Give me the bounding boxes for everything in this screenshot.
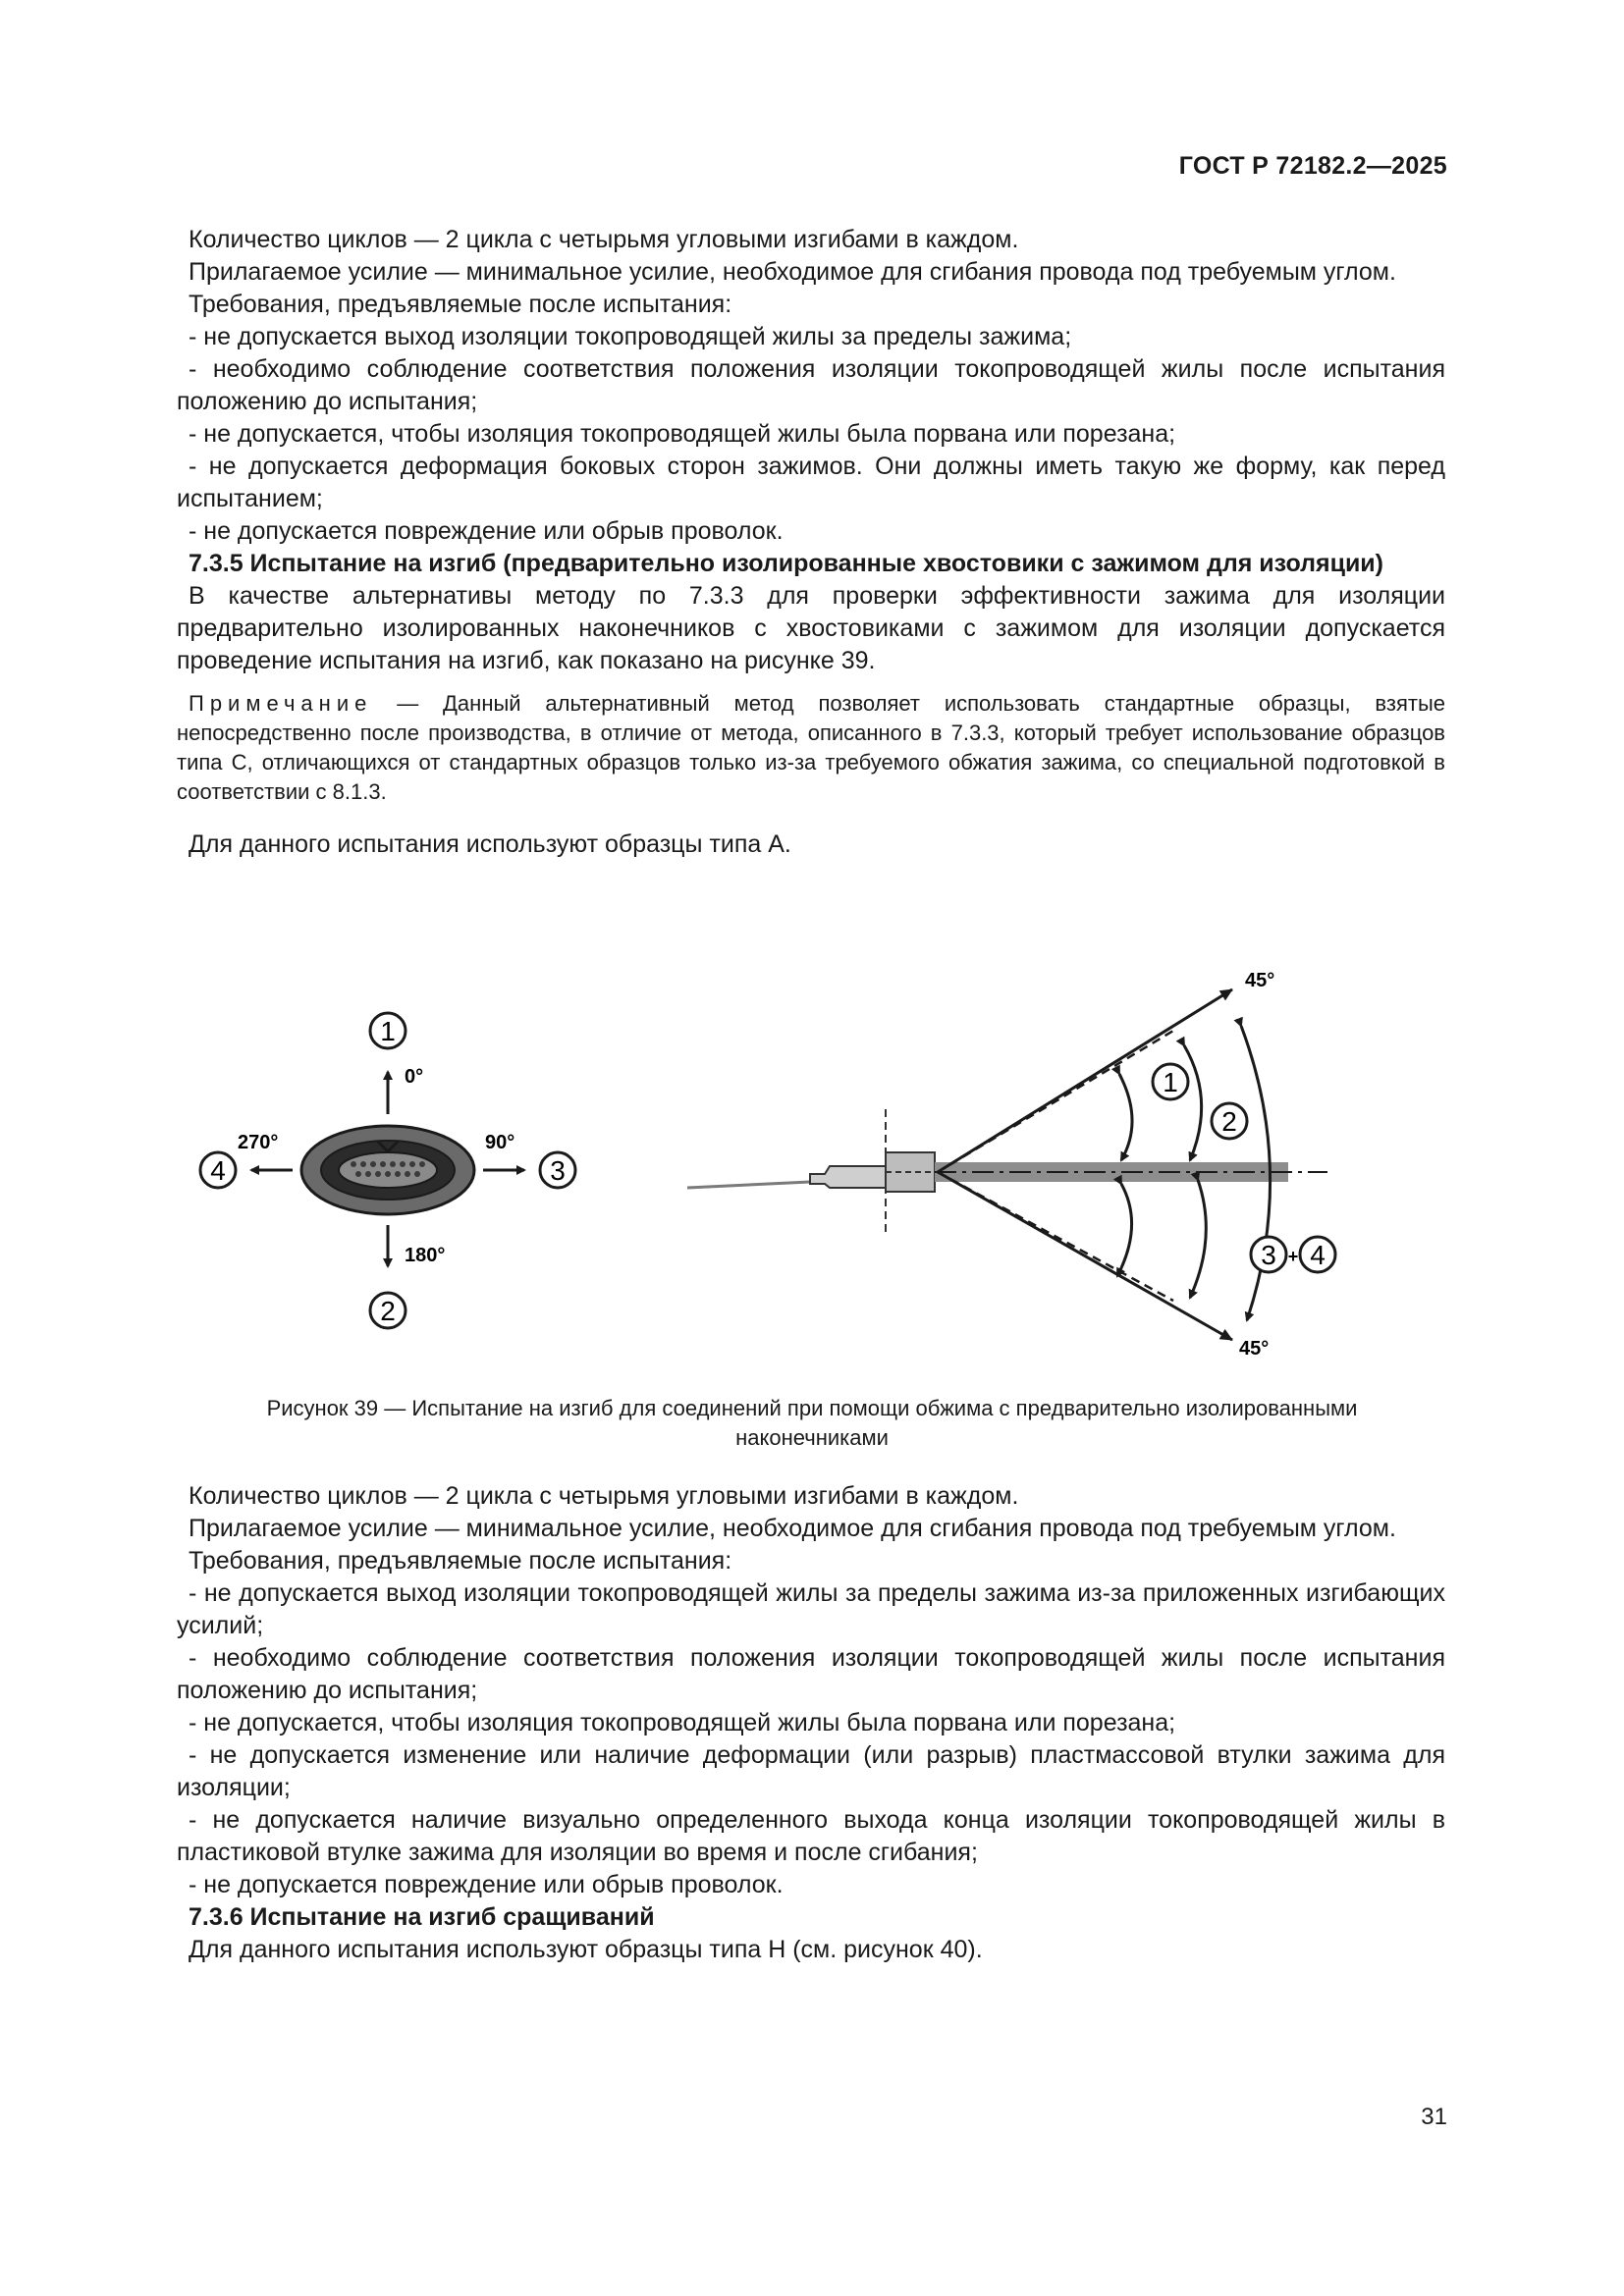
position-4-label: 4 [210, 1155, 226, 1186]
paragraph-alternative-method: В качестве альтернативы методу по 7.3.3 для проверки эффективности зажима для изоляции предварительно изолированных наконечников с хвостовиками с зажимом для изоляции допускается проведение испытания на изгиб, как показано на рисунке 39. [177, 582, 1445, 674]
position-2-label: 2 [380, 1296, 396, 1326]
angle-90-label: 90° [485, 1132, 515, 1153]
plus-sign: + [1287, 1247, 1299, 1266]
list-item: - не допускается выход изоляции токопроводящей жилы за пределы зажима; [189, 323, 1072, 350]
figure-39-caption [118, 1394, 1506, 1453]
page-number: 31 [1421, 2104, 1447, 2130]
list-item: - не допускается, чтобы изоляция токопроводящей жилы была порвана или порезана; [189, 1709, 1176, 1736]
list-item: - не допускается, чтобы изоляция токопроводящей жилы была порвана или порезана; [189, 420, 1176, 448]
section-requirements-b [177, 1480, 1445, 1966]
paragraph-samples-type-a: Для данного испытания используют образцы типа А. [189, 830, 791, 858]
angle-45-top-label: 45° [1245, 970, 1275, 991]
angle-180-label: 180° [405, 1245, 446, 1266]
angle-0-label: 0° [405, 1066, 424, 1088]
paragraph-force: Прилагаемое усилие — минимальное усилие, необходимое для сгибания провода под требуемым углом. [189, 1515, 1396, 1542]
bend-1-label: 1 [1163, 1067, 1178, 1097]
section-heading-7-3-6: 7.3.6 Испытание на изгиб сращиваний [189, 1903, 655, 1931]
paragraph-force: Прилагаемое усилие — минимальное усилие, необходимое для сгибания провода под требуемым углом. [189, 258, 1396, 286]
document-code: ГОСТ Р 72182.2—2025 [1178, 152, 1447, 180]
list-item: - не допускается повреждение или обрыв проволок. [189, 1871, 784, 1898]
list-item: - необходимо соблюдение соответствия положения изоляции токопроводящей жилы после испытания положению до испытания; [177, 355, 1445, 415]
caption-line: наконечниками [735, 1425, 889, 1450]
angle-45-bottom-label: 45° [1239, 1338, 1270, 1360]
section-heading-7-3-5: 7.3.5 Испытание на изгиб (предварительно изолированные хвостовики с зажимом для изоляции) [189, 550, 1384, 577]
arc-inner-down [1117, 1184, 1132, 1276]
note-text: — Данный альтернативный метод позволяет использовать стандартные образцы, взятые непосредственно после производства, в отличие от метода, описанного в 7.3.3, который требует использование образцов типа С, отличающихся от стандартных образцов только из-за требуемого обжатия зажима, со специальной подготовкой в соответствии с 8.1.3. [177, 691, 1445, 804]
side-view-diagram [687, 970, 1335, 1360]
caption-line: Рисунок 39 — Испытание на изгиб для соединений при помощи обжима с предварительно изолированными [266, 1396, 1358, 1420]
arc-position-3-4 [1190, 1180, 1206, 1298]
paragraph-requirements: Требования, предъявляемые после испытания: [189, 1547, 732, 1575]
wire-tail [687, 1182, 810, 1188]
position-1-label: 1 [380, 1016, 396, 1046]
list-item: - необходимо соблюдение соответствия положения изоляции токопроводящей жилы после испытания положению до испытания; [177, 1644, 1445, 1704]
bend-2-label: 2 [1221, 1106, 1237, 1137]
list-item: - не допускается повреждение или обрыв проволок. [189, 517, 784, 545]
note [177, 689, 1445, 807]
paragraph-samples-type-h: Для данного испытания используют образцы типа Н (см. рисунок 40). [189, 1936, 983, 1963]
paragraph-requirements: Требования, предъявляемые после испытания: [189, 291, 732, 318]
bend-4-label: 4 [1310, 1240, 1326, 1270]
section-requirements-a [177, 224, 1445, 861]
conductor-strands [339, 1152, 437, 1188]
arc-inner-up [1119, 1074, 1132, 1160]
paragraph-cycles: Количество циклов — 2 цикла с четырьмя угловыми изгибами в каждом. [189, 1482, 1019, 1510]
list-item: - не допускается деформация боковых сторон зажимов. Они должны иметь такую же форму, как перед испытанием; [177, 453, 1445, 512]
position-3-label: 3 [550, 1155, 566, 1186]
arc-position-1 [1184, 1045, 1202, 1160]
list-item: - не допускается наличие визуально определенного выхода конца изоляции токопроводящей жилы в пластиковой втулке зажима для изоляции во время и после сгибания; [177, 1806, 1445, 1866]
angle-270-label: 270° [238, 1132, 279, 1153]
list-item: - не допускается изменение или наличие деформации (или разрыв) пластмассовой втулки зажима для изоляции; [177, 1741, 1445, 1801]
list-item: - не допускается выход изоляции токопроводящей жилы за пределы зажима из-за приложенных изгибающих усилий; [177, 1579, 1445, 1639]
bend-3-label: 3 [1261, 1240, 1276, 1270]
figure-39-drawing [177, 952, 1453, 1364]
figure-39 [177, 952, 1453, 1364]
paragraph-cycles: Количество циклов — 2 цикла с четырьмя угловыми изгибами в каждом. [189, 226, 1019, 253]
cross-section-diagram [200, 1013, 575, 1328]
note-label: Примечание [189, 691, 373, 716]
